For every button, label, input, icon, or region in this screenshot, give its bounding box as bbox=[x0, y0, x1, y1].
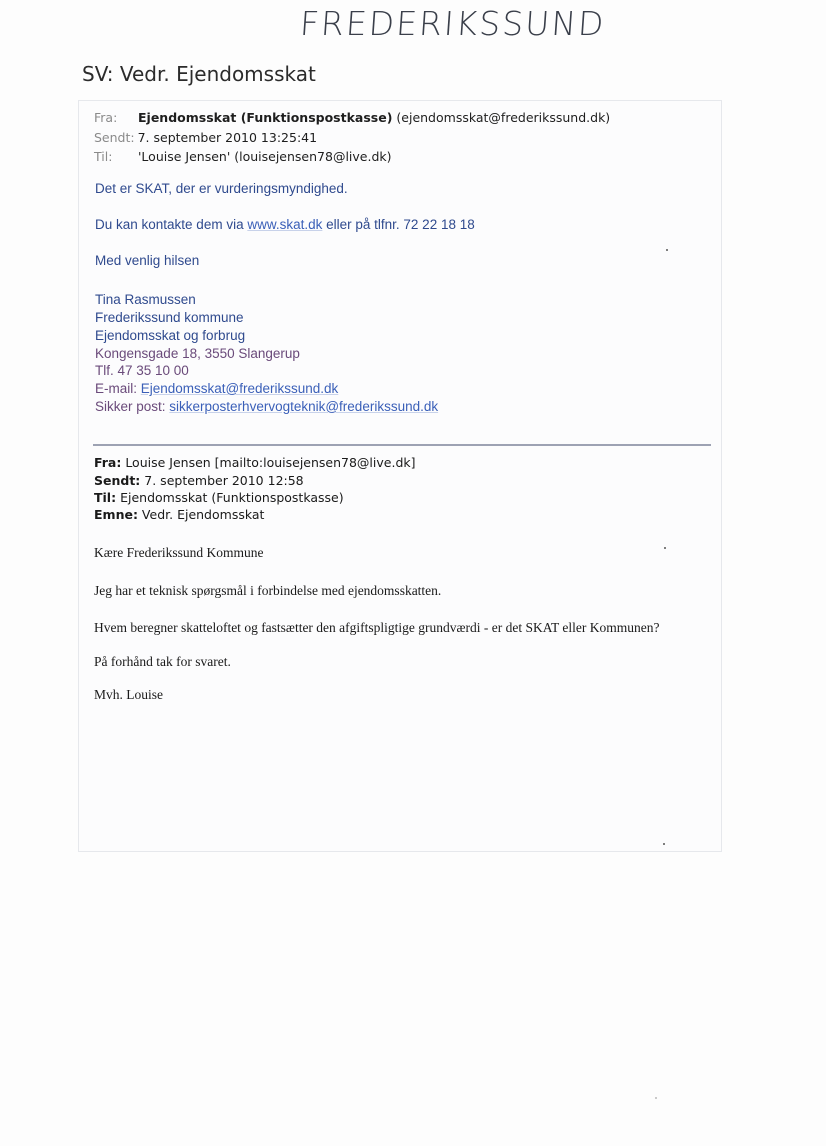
skat-link[interactable]: www.skat.dk bbox=[247, 217, 323, 232]
from-name: Ejendomsskat (Funktionspostkasse) bbox=[138, 110, 393, 125]
to-label: Til: bbox=[94, 149, 113, 164]
reply-sent-row bbox=[94, 130, 317, 145]
scan-speck bbox=[664, 547, 666, 549]
reply-body-line-2 bbox=[95, 217, 475, 232]
original-sent-value: 7. september 2010 12:58 bbox=[140, 473, 304, 488]
signature-phone: Tlf. 47 35 10 00 bbox=[95, 363, 189, 378]
scan-speck bbox=[663, 843, 665, 845]
original-body-line: Kære Frederikssund Kommune bbox=[94, 545, 264, 560]
email-subject-title: SV: Vedr. Ejendomsskat bbox=[82, 62, 316, 86]
original-from-value[interactable]: Louise Jensen [mailto:louisejensen78@live.dk] bbox=[121, 455, 416, 470]
original-to-label: Til: bbox=[94, 490, 117, 505]
original-subject-label: Emne: bbox=[94, 507, 138, 522]
original-body-line: Jeg har et teknisk spørgsmål i forbindelse med ejendomsskatten. bbox=[94, 583, 442, 598]
reply-closing: Med venlig hilsen bbox=[95, 253, 200, 268]
signature-address: Kongensgade 18, 3550 Slangerup bbox=[95, 346, 300, 361]
signature-dept: Ejendomsskat og forbrug bbox=[95, 328, 246, 343]
original-body-line: Hvem beregner skatteloftet og fastsætter den afgiftspligtige grundværdi - er det SKAT eller Kommunen? bbox=[94, 620, 660, 635]
signature-email-link[interactable]: Ejendomsskat@frederikssund.dk bbox=[140, 381, 339, 396]
scan-speck bbox=[666, 249, 668, 251]
reply-to-row bbox=[94, 149, 392, 164]
original-to-value: Ejendomsskat (Funktionspostkasse) bbox=[116, 490, 344, 505]
signature-secure-row bbox=[95, 399, 438, 414]
original-body-line: På forhånd tak for svaret. bbox=[94, 654, 231, 669]
signature-email-row bbox=[95, 381, 338, 396]
sent-label: Sendt: bbox=[94, 130, 135, 145]
original-from-label: Fra: bbox=[94, 455, 122, 470]
reply-from-row bbox=[94, 110, 610, 125]
original-to-row bbox=[94, 490, 344, 505]
reply-body-line-1: Det er SKAT, der er vurderingsmyndighed. bbox=[95, 181, 348, 196]
signature-org: Frederikssund kommune bbox=[95, 310, 244, 325]
sent-value: 7. september 2010 13:25:41 bbox=[137, 130, 318, 145]
line2-suffix: eller på tlfnr. 72 22 18 18 bbox=[322, 217, 475, 232]
signature-secure-email-link[interactable]: sikkerposterhvervogteknik@frederikssund.dk bbox=[169, 399, 439, 414]
original-subject-row bbox=[94, 507, 264, 522]
secure-label: Sikker post: bbox=[95, 399, 170, 414]
original-from-row bbox=[94, 455, 416, 470]
to-value[interactable]: 'Louise Jensen' (louisejensen78@live.dk) bbox=[138, 149, 392, 164]
original-subject-value: Vedr. Ejendomsskat bbox=[137, 507, 265, 522]
email-label: E-mail: bbox=[95, 381, 141, 396]
handwritten-annotation: FREDERIKSSUND bbox=[298, 4, 607, 43]
signature-name: Tina Rasmussen bbox=[95, 292, 196, 307]
scan-speck bbox=[655, 1097, 657, 1099]
from-label: Fra: bbox=[94, 110, 118, 125]
original-sent-row bbox=[94, 473, 304, 488]
message-divider bbox=[93, 444, 711, 446]
original-sent-label: Sendt: bbox=[94, 473, 141, 488]
from-email[interactable]: (ejendomsskat@frederikssund.dk) bbox=[396, 110, 611, 125]
original-body-line: Mvh. Louise bbox=[94, 687, 163, 702]
line2-prefix: Du kan kontakte dem via bbox=[95, 217, 248, 232]
